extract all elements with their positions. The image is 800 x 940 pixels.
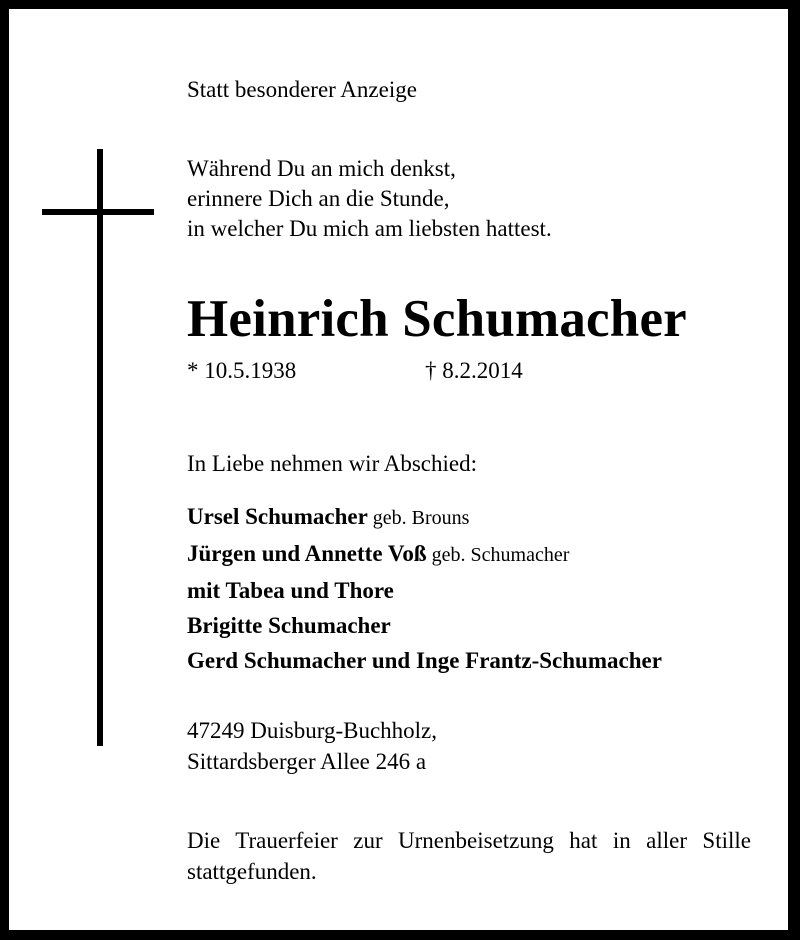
poem	[187, 154, 552, 244]
family-member	[187, 536, 662, 573]
address-line-2: Sittardsberger Allee 246 a	[187, 749, 427, 774]
family-member	[187, 499, 662, 536]
family-member	[187, 608, 662, 643]
cross-icon-vertical-bar	[97, 149, 103, 746]
family-member	[187, 573, 662, 608]
life-dates	[187, 356, 523, 385]
address-line-1: 47249 Duisburg-Buchholz,	[187, 718, 438, 743]
header-note: Statt besonderer Anzeige	[187, 77, 417, 102]
family-member-name: mit Tabea und Thore	[187, 578, 394, 603]
deceased-name: Heinrich Schumacher	[187, 290, 687, 348]
family-member-name: Ursel Schumacher	[187, 504, 368, 529]
poem-line: erinnere Dich an die Stunde,	[187, 186, 450, 211]
birth-date: * 10.5.1938	[187, 358, 297, 383]
address	[187, 715, 437, 777]
ceremony-notice: Die Trauerfeier zur Urnenbeisetzung hat in aller Stille stattgefunden.	[187, 828, 751, 884]
family-member	[187, 643, 662, 678]
family-list	[187, 499, 662, 678]
poem-line: in welcher Du mich am liebsten hattest.	[187, 216, 552, 241]
family-member-nee: geb. Brouns	[367, 507, 470, 529]
family-member-name: Jürgen und Annette Voß	[187, 541, 427, 566]
farewell-line: In Liebe nehmen wir Abschied:	[187, 451, 477, 476]
notice-frame	[9, 9, 788, 930]
cross-icon-horizontal-bar	[42, 209, 154, 215]
poem-line: Während Du an mich denkst,	[187, 156, 456, 181]
family-member-name: Brigitte Schumacher	[187, 613, 391, 638]
family-member-name: Gerd Schumacher und Inge Frantz-Schumacher	[187, 648, 662, 673]
death-date: † 8.2.2014	[425, 358, 523, 383]
family-member-nee: geb. Schumacher	[426, 544, 570, 566]
